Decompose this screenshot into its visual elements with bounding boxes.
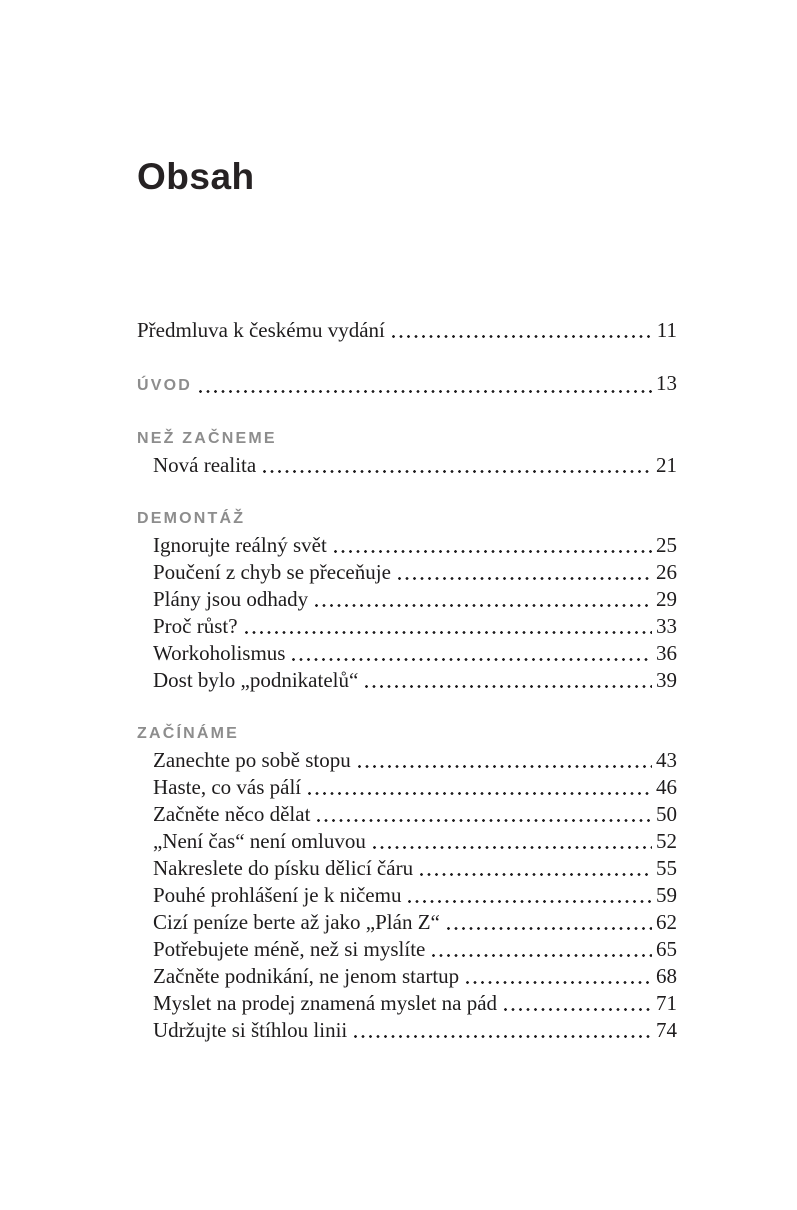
dot-leader — [408, 900, 652, 903]
page-number: 21 — [656, 453, 677, 477]
toc-entry-uvod — [137, 370, 677, 399]
page-number: 52 — [656, 829, 677, 853]
page-number: 26 — [656, 560, 677, 584]
dot-leader — [199, 390, 652, 393]
page-number: 74 — [656, 1018, 677, 1042]
entry-label: Začněte podnikání, ne jenom startup — [153, 964, 460, 988]
toc-entry — [137, 909, 677, 936]
dot-leader — [308, 792, 652, 795]
toc-entry — [137, 963, 677, 990]
entry-label: Cizí peníze berte až jako „Plán Z“ — [153, 910, 440, 934]
entry-label: ÚVOD — [137, 377, 193, 394]
entry-label: Nová realita — [153, 453, 257, 477]
page-number: 25 — [656, 533, 677, 557]
toc-entry — [137, 747, 677, 774]
dot-leader — [292, 658, 652, 661]
dot-leader — [373, 846, 652, 849]
dot-leader — [420, 873, 652, 876]
toc-section-heading — [137, 425, 677, 452]
entry-label: „Není čas“ není omluvou — [153, 829, 366, 853]
page-number: 46 — [656, 775, 677, 799]
page-number: 62 — [656, 910, 677, 934]
page-number: 29 — [656, 587, 677, 611]
entry-label: Workoholismus — [153, 641, 286, 665]
page-number: 71 — [656, 991, 677, 1015]
entry-label: Udržujte si štíhlou linii — [153, 1018, 348, 1042]
entry-label: Plány jsou odhady — [153, 587, 309, 611]
section-heading-label: NEŽ ZAČNEME — [137, 430, 277, 447]
page-title: Obsah — [137, 156, 255, 197]
entry-label: Začněte něco dělat — [153, 802, 311, 826]
page-number: 50 — [656, 802, 677, 826]
dot-leader — [334, 550, 652, 553]
dot-leader — [398, 577, 652, 580]
entry-label: Dost bylo „podnikatelů“ — [153, 668, 359, 692]
toc-section-heading — [137, 720, 677, 747]
entry-label: Haste, co vás pálí — [153, 775, 302, 799]
dot-leader — [358, 765, 652, 768]
toc-entry — [137, 452, 677, 479]
section-heading-label: DEMONTÁŽ — [137, 510, 246, 527]
entry-label: Předmluva k českému vydání — [137, 318, 385, 342]
dot-leader — [447, 927, 652, 930]
page-number: 55 — [656, 856, 677, 880]
dot-leader — [466, 981, 652, 984]
dot-leader — [315, 604, 652, 607]
toc-entry — [137, 559, 677, 586]
dot-leader — [317, 819, 652, 822]
page-number: 65 — [656, 937, 677, 961]
entry-label: Zanechte po sobě stopu — [153, 748, 351, 772]
entry-label: Pouhé prohlášení je k ničemu — [153, 883, 402, 907]
toc-entry — [137, 855, 677, 882]
page-number: 43 — [656, 748, 677, 772]
page-number: 68 — [656, 964, 677, 988]
page-number: 59 — [656, 883, 677, 907]
section-heading-label: ZAČÍNÁME — [137, 725, 240, 742]
toc-entry — [137, 640, 677, 667]
toc-entry — [137, 613, 677, 640]
toc-entry-preface — [137, 317, 677, 344]
dot-leader — [354, 1035, 652, 1038]
entry-label: Potřebujete méně, než si myslíte — [153, 937, 426, 961]
dot-leader — [263, 470, 652, 473]
entry-label: Proč růst? — [153, 614, 238, 638]
dot-leader — [504, 1008, 652, 1011]
toc-entry — [137, 774, 677, 801]
toc-entry — [137, 586, 677, 613]
toc-entry — [137, 801, 677, 828]
toc-entry — [137, 936, 677, 963]
page-number: 36 — [656, 641, 677, 665]
toc-entry — [137, 828, 677, 855]
entry-label: Myslet na prodej znamená myslet na pád — [153, 991, 498, 1015]
toc-entry — [137, 667, 677, 694]
page-number: 33 — [656, 614, 677, 638]
entry-label: Poučení z chyb se přeceňuje — [153, 560, 391, 584]
toc-entry — [137, 532, 677, 559]
entry-label: Nakreslete do písku dělicí čáru — [153, 856, 414, 880]
entry-label: Ignorujte reálný svět — [153, 533, 327, 557]
toc-entry — [137, 1017, 677, 1044]
page-number: 13 — [656, 371, 677, 395]
toc-entry — [137, 882, 677, 909]
toc-section-heading — [137, 505, 677, 532]
page-number: 39 — [656, 668, 677, 692]
dot-leader — [365, 685, 652, 688]
toc-entry — [137, 990, 677, 1017]
page-number: 11 — [656, 318, 677, 342]
dot-leader — [392, 335, 652, 338]
dot-leader — [245, 631, 652, 634]
dot-leader — [432, 954, 652, 957]
